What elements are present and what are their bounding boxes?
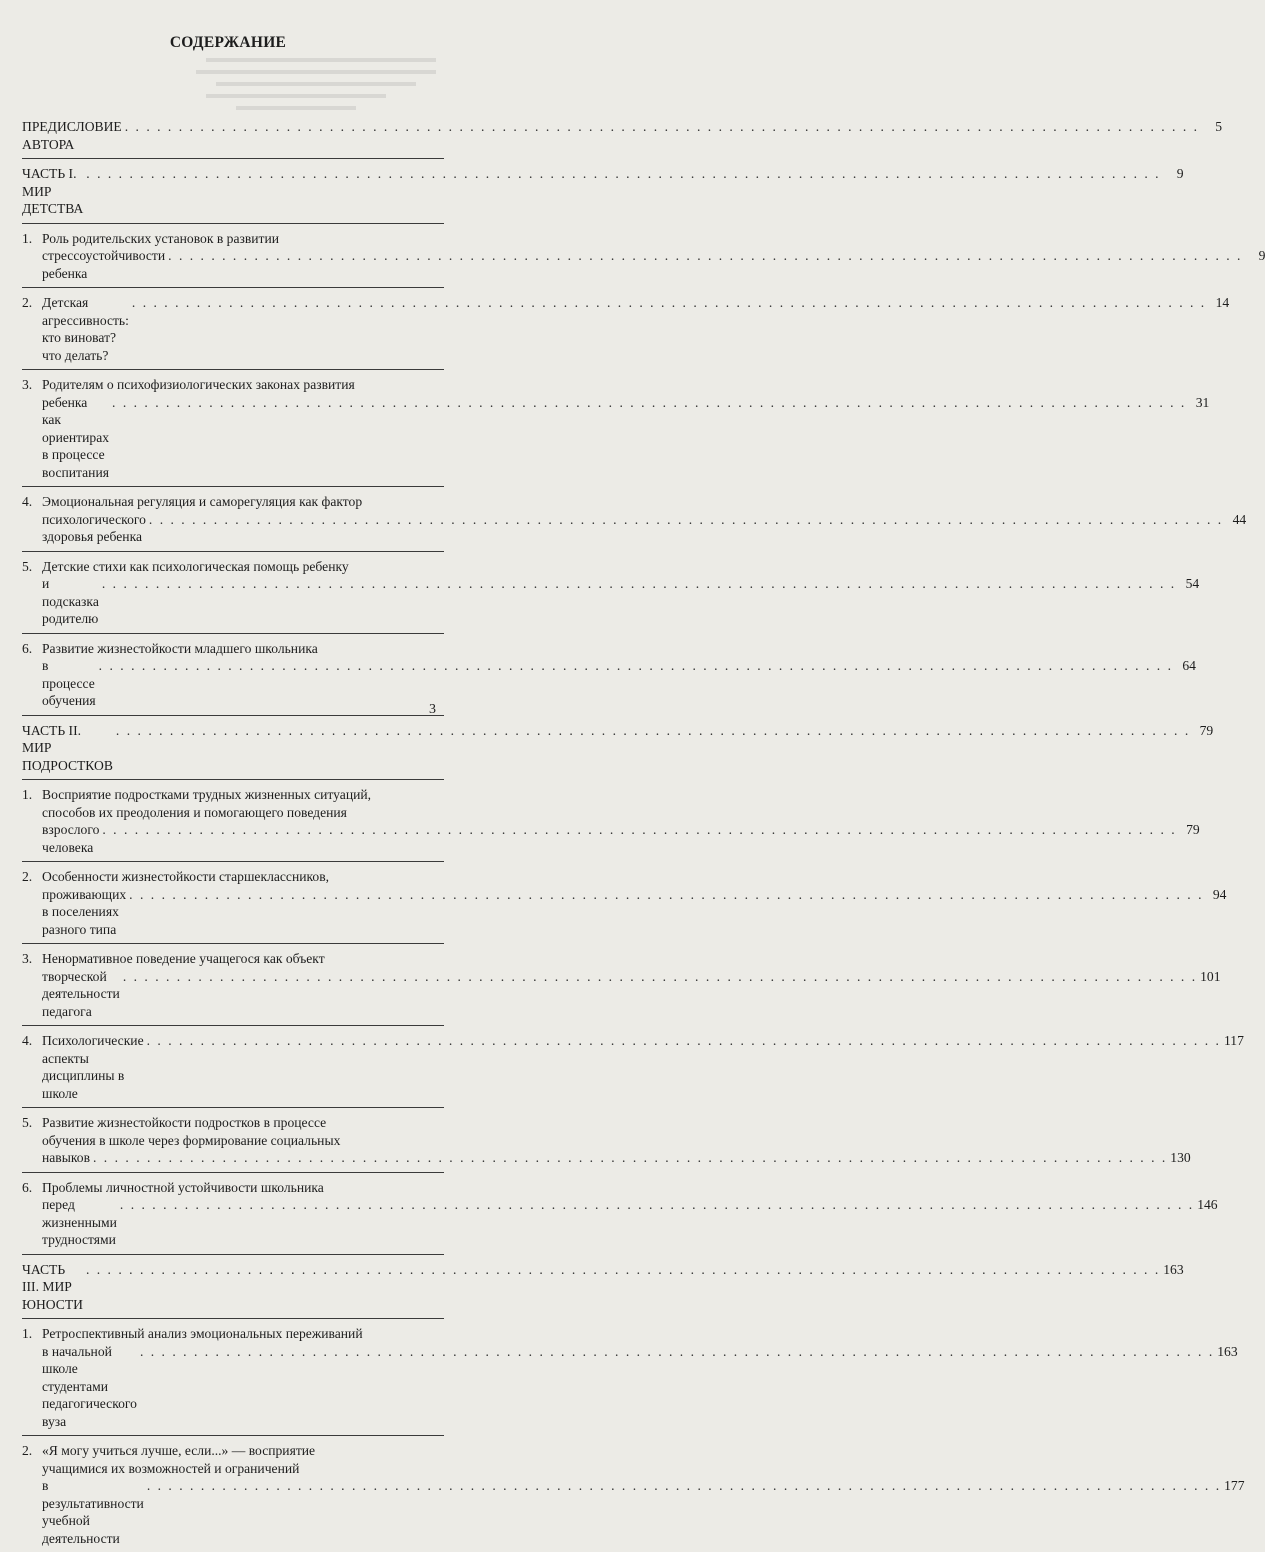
toc-entry-line: учащимися их возможностей и ограничений xyxy=(42,1460,300,1476)
separator-line xyxy=(22,158,444,159)
dot-leader xyxy=(132,294,1206,312)
toc-page-number: 130 xyxy=(1170,1150,1191,1165)
toc-entry-line: Восприятие подростками трудных жизненных ситуаций, xyxy=(42,787,372,802)
toc-page-number: 94 xyxy=(1212,886,1227,902)
toc-entry xyxy=(22,294,1230,364)
dot-leader xyxy=(129,886,1203,904)
toc-entry xyxy=(22,786,1200,856)
toc-entry xyxy=(22,376,1210,481)
toc-entry-line-text: стрессоустойчивости ребенка xyxy=(42,248,166,281)
toc-entry-line-text: Детская агрессивность: кто виноват? что делать? xyxy=(42,295,129,363)
separator-line xyxy=(22,1107,444,1108)
dot-leader xyxy=(102,575,1176,593)
toc-entry xyxy=(22,640,1196,710)
toc-entry-line xyxy=(22,165,1184,218)
toc-page-number: 64 xyxy=(1182,658,1196,673)
toc-entry xyxy=(22,1032,1244,1102)
separator-line xyxy=(22,1435,444,1436)
toc-entry-line: Проблемы личностной устойчивости школьника xyxy=(42,1179,324,1195)
toc-entry-line: «Я могу учиться лучше, если...» — восприятие xyxy=(42,1443,316,1458)
toc-entry-text xyxy=(22,950,1221,1020)
toc-entry-number: 2. xyxy=(22,295,33,310)
toc-entry-line: Развитие жизнестойкости подростков в процессе xyxy=(42,1115,327,1130)
toc-entry-line-text: ребенка как ориентирах в процессе воспитания xyxy=(42,394,110,480)
separator-line xyxy=(22,943,444,944)
separator-line xyxy=(22,486,444,487)
toc-entry-line-text: ПРЕДИСЛОВИЕ АВТОРА xyxy=(22,119,122,152)
toc-part-heading xyxy=(22,165,1184,218)
toc-entry-number: 4. xyxy=(22,1033,33,1048)
toc-entry-line-text: в процессе обучения xyxy=(42,658,96,708)
toc-entry-text xyxy=(22,1325,1238,1430)
dot-leader xyxy=(86,165,1160,183)
toc-entry-line xyxy=(42,575,1200,628)
toc-entry xyxy=(22,493,1247,546)
toc-part-heading xyxy=(22,118,1223,153)
toc-entry-line xyxy=(42,886,1227,939)
toc-entry-text xyxy=(22,786,1200,856)
toc-entry-number: 6. xyxy=(22,1179,33,1195)
toc-entry-line: Роль родительских установок в развитии xyxy=(42,230,280,246)
toc-entry-text xyxy=(22,640,1196,710)
toc-page-number: 117 xyxy=(1224,1033,1244,1048)
toc-entry-line xyxy=(22,118,1223,153)
dot-leader xyxy=(102,821,1176,839)
toc-entry xyxy=(22,1325,1238,1430)
toc-page-number: 146 xyxy=(1197,1197,1218,1212)
toc-entry-line: Родителям о психофизиологических законах развития xyxy=(42,377,355,392)
toc-entry-text xyxy=(22,376,1210,481)
dot-leader xyxy=(168,247,1242,265)
separator-line xyxy=(22,1025,444,1026)
toc-entry-text xyxy=(22,294,1230,364)
toc-entry-line-text: взрослого человека xyxy=(42,822,100,855)
separator-line xyxy=(22,1318,444,1319)
toc-page-number: 79 xyxy=(1186,822,1200,837)
toc-entry-line-text: перед жизненными трудностями xyxy=(42,1197,117,1247)
toc-page-number: 79 xyxy=(1199,722,1214,738)
toc-entry xyxy=(22,1114,1191,1167)
toc-entry-text xyxy=(22,493,1247,546)
separator-line xyxy=(22,551,444,552)
toc-entry-line xyxy=(42,1343,1238,1431)
dot-leader xyxy=(149,511,1223,529)
toc-entry-number: 1. xyxy=(22,1326,33,1341)
toc-entry-line: Эмоциональная регуляция и саморегуляция как фактор xyxy=(42,494,363,509)
toc-entry-text xyxy=(22,165,1184,218)
toc-entry xyxy=(22,950,1221,1020)
toc-entry-text xyxy=(22,1179,1218,1249)
dot-leader xyxy=(147,1477,1221,1495)
dot-leader xyxy=(99,657,1173,675)
separator-line xyxy=(22,1172,444,1173)
separator-line xyxy=(22,369,444,370)
toc-entry-line-text: навыков xyxy=(42,1150,90,1165)
toc-page-number: 177 xyxy=(1224,1478,1245,1493)
toc-page-number: 31 xyxy=(1195,394,1210,410)
toc-entry xyxy=(22,1179,1218,1249)
toc-entry-line-text: в начальной школе студентами педагогического вуза xyxy=(42,1343,137,1429)
toc-entry-line: обучения в школе через формирование социальных xyxy=(42,1132,341,1148)
toc-entry-line-text: в результативности учебной деятельности xyxy=(42,1478,144,1546)
toc-page-number: 54 xyxy=(1185,576,1200,591)
toc-entry-text xyxy=(22,1114,1191,1167)
toc-part-heading xyxy=(22,722,1214,775)
toc-part-heading xyxy=(22,1261,1184,1314)
toc-entry-number: 1. xyxy=(22,787,33,802)
separator-line xyxy=(22,779,444,780)
page-title: СОДЕРЖАНИЕ xyxy=(169,34,287,51)
toc-page-number: 5 xyxy=(1215,119,1223,134)
page-number: 3 xyxy=(429,702,436,717)
toc-entry-number: 4. xyxy=(22,494,33,509)
toc-entry-line-text: ЧАСТЬ III. МИР ЮНОСТИ xyxy=(22,1261,83,1312)
toc-entry-number: 2. xyxy=(22,869,33,884)
toc-entry-line: способов их преодоления и помогающего поведения xyxy=(42,804,347,820)
toc-entry-text xyxy=(22,1261,1184,1314)
toc-page-number: 9 xyxy=(1176,166,1184,181)
toc-entry-text xyxy=(22,722,1214,775)
toc-entry-line: Ненормативное поведение учащегося как объект xyxy=(42,951,325,966)
separator-line xyxy=(22,633,444,634)
toc-entry-line xyxy=(42,657,1196,710)
toc-entry-line: Развитие жизнестойкости младшего школьника xyxy=(42,640,318,656)
toc-page-number: 163 xyxy=(1217,1343,1238,1359)
toc-entry-line xyxy=(42,1477,1245,1547)
toc-entry-line xyxy=(42,294,1230,364)
dot-leader xyxy=(86,1261,1160,1279)
toc-page-number: 163 xyxy=(1163,1261,1184,1277)
dot-leader xyxy=(140,1343,1214,1361)
separator-line xyxy=(22,287,444,288)
toc-entry-line: Ретроспективный анализ эмоциональных переживаний xyxy=(42,1326,363,1341)
toc-entry-line-text: ЧАСТЬ I. МИР ДЕТСТВА xyxy=(22,166,84,216)
toc-entry-text xyxy=(22,230,1265,283)
toc-entry-line-text: и подсказка родителю xyxy=(42,576,99,626)
toc-entry xyxy=(22,1442,1245,1547)
toc-entry-line xyxy=(42,968,1221,1021)
dot-leader xyxy=(147,1032,1221,1050)
toc-entry-line-text: проживающих в поселениях разного типа xyxy=(42,886,127,937)
toc-entry-text xyxy=(22,868,1227,938)
separator-line xyxy=(22,715,444,716)
toc-entry-line xyxy=(42,394,1210,482)
toc-entry-line xyxy=(42,821,1200,856)
toc-entry-number: 3. xyxy=(22,951,33,966)
toc-entry-line-text: Психологические аспекты дисциплины в школе xyxy=(42,1033,144,1101)
toc-entry-text xyxy=(22,1442,1245,1547)
table-of-contents xyxy=(22,118,1265,1552)
toc-entry-line-text: психологического здоровья ребенка xyxy=(42,511,146,544)
toc-entry-number: 1. xyxy=(22,230,33,246)
toc-entry-line-text: творческой деятельности педагога xyxy=(42,968,120,1019)
show-through-text xyxy=(196,54,446,114)
separator-line xyxy=(22,223,444,224)
toc-entry-number: 3. xyxy=(22,377,33,392)
toc-entry-text xyxy=(22,118,1223,153)
toc-entry-line xyxy=(42,1149,1191,1167)
toc-entry-number: 5. xyxy=(22,558,33,574)
dot-leader xyxy=(125,118,1199,136)
toc-page-number: 14 xyxy=(1215,295,1230,310)
toc-entry-text xyxy=(22,1032,1244,1102)
toc-entry-line xyxy=(42,1032,1244,1102)
toc-entry-line xyxy=(42,247,1265,282)
toc-entry xyxy=(22,230,1265,283)
toc-entry-line xyxy=(42,511,1247,546)
dot-leader xyxy=(93,1149,1167,1167)
dot-leader xyxy=(112,394,1186,412)
toc-page-number: 101 xyxy=(1200,968,1221,984)
toc-entry xyxy=(22,558,1200,628)
toc-entry-line xyxy=(42,1196,1218,1249)
toc-entry-line xyxy=(22,1261,1184,1314)
toc-entry-line: Детские стихи как психологическая помощь ребенку xyxy=(42,558,349,574)
dot-leader xyxy=(116,722,1190,740)
toc-entry-number: 6. xyxy=(22,640,33,656)
toc-entry-line xyxy=(22,722,1214,775)
toc-page-number: 44 xyxy=(1232,511,1247,527)
separator-line xyxy=(22,861,444,862)
toc-entry-text xyxy=(22,558,1200,628)
separator-line xyxy=(22,1254,444,1255)
toc-entry-line: Особенности жизнестойкости старшеклассников, xyxy=(42,869,330,884)
toc-entry-number: 5. xyxy=(22,1115,33,1130)
toc-entry xyxy=(22,868,1227,938)
toc-entry-line-text: ЧАСТЬ II. МИР ПОДРОСТКОВ xyxy=(22,722,113,773)
dot-leader xyxy=(123,968,1197,986)
toc-page-number: 9 xyxy=(1258,248,1265,263)
toc-entry-number: 2. xyxy=(22,1443,33,1458)
dot-leader xyxy=(120,1196,1194,1214)
